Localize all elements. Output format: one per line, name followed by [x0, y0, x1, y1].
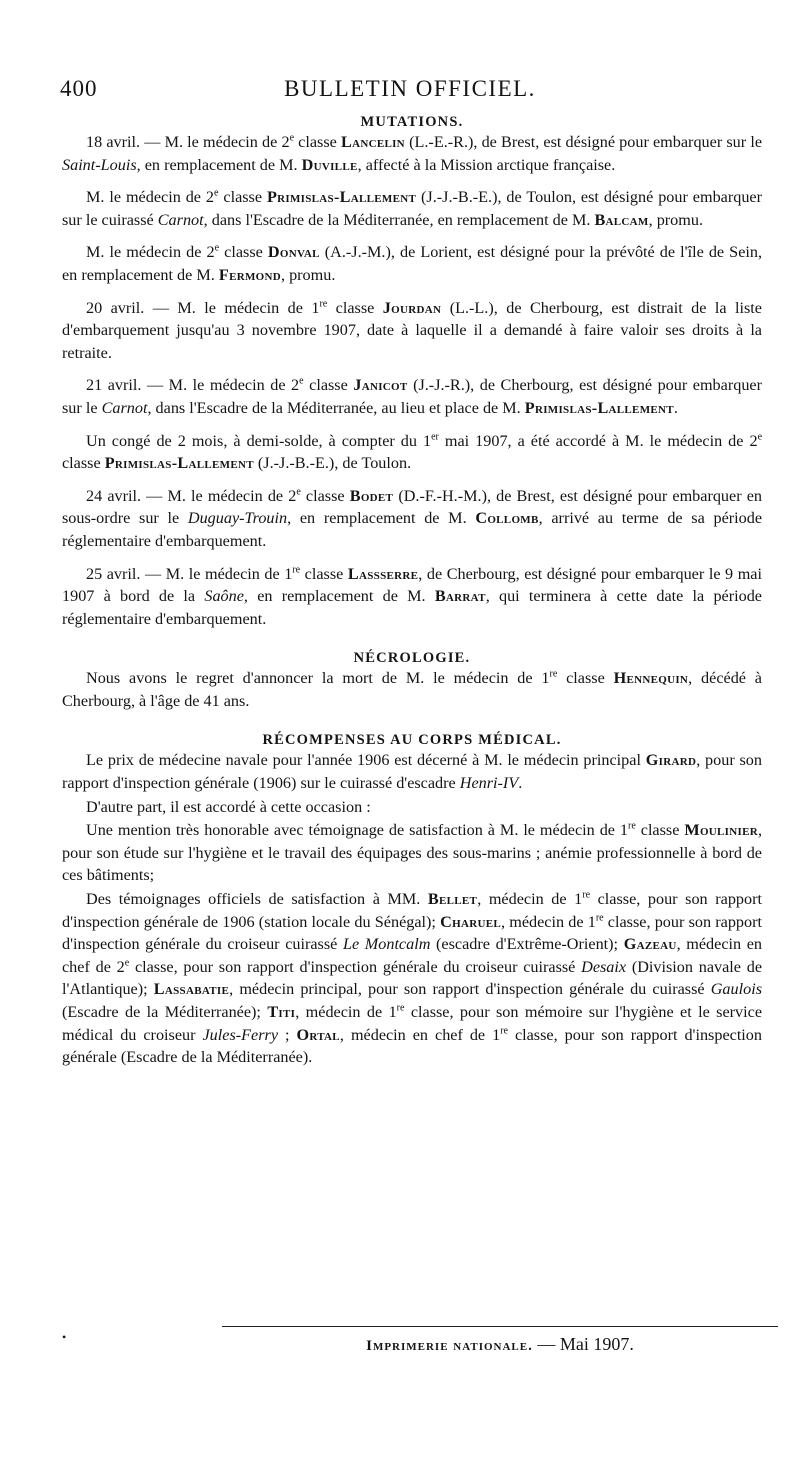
- text-run: , pour son rapport d'inspection générale (1906) sur le cuirassé d'escadre: [62, 751, 762, 793]
- person-name: Gazeau: [623, 935, 677, 954]
- paragraph: [62, 888, 762, 1069]
- printer-name: Imprimerie nationale.: [366, 1338, 533, 1354]
- ship-name: Carnot: [157, 210, 204, 229]
- text-run: classe: [300, 564, 348, 583]
- margin-bullet: •: [62, 1330, 67, 1344]
- text-run: , médecin principal, pour son rapport d'inspection générale du cuirassé: [229, 980, 711, 999]
- text-run: classe, pour son rapport d'inspection générale du croiseur cuirassé: [129, 957, 582, 976]
- paragraph: [62, 796, 762, 819]
- person-name: Girard: [645, 751, 697, 770]
- text-run: .: [518, 774, 523, 793]
- text-run: , médecin en chef de 1: [339, 1025, 501, 1044]
- text-run: , médecin en chef de 2: [62, 935, 763, 976]
- person-name: Ortal: [296, 1025, 340, 1044]
- text-run: 25 avril. — M. le médecin de 1: [86, 564, 293, 583]
- text-run: Une mention très honorable avec témoignage de satisfaction à M. le médecin de 1: [86, 821, 629, 840]
- text-run: ;: [278, 1025, 297, 1044]
- text-run: (L.-E.-R.), de Brest, est désigné pour embarquer sur le: [404, 133, 762, 151]
- person-name: Hennequin: [613, 669, 689, 688]
- ship-name: Saint-Louis: [62, 155, 137, 174]
- text-run: , de Cherbourg, est désigné pour embarquer le 9 mai 1907 à bord de la: [62, 564, 762, 606]
- text-run: 18 avril. — M. le médecin de 2: [86, 133, 290, 151]
- section-mutations: [62, 114, 762, 630]
- text-run: (D.-F.-H.-M.), de Brest, est désigné pour embarquer en sous-ordre sur le: [62, 486, 763, 528]
- text-run: , dans l'Escadre de la Méditerranée, au lieu et place de M.: [147, 398, 525, 417]
- page-number: 400: [60, 76, 98, 101]
- person-name: Primislas-Lallement: [104, 454, 254, 473]
- paragraph: [62, 485, 762, 553]
- section-paragraphs: [62, 749, 762, 1068]
- text-run: classe: [62, 454, 105, 473]
- person-name: Moulinier: [684, 821, 758, 840]
- ordinal-suffix: re: [292, 564, 301, 576]
- text-run: classe: [635, 821, 685, 840]
- section-paragraphs: [62, 667, 762, 712]
- ordinal-suffix: re: [595, 912, 604, 924]
- person-name: Primislas-Lallement: [524, 398, 674, 417]
- paragraph: [62, 430, 762, 475]
- text-run: (L.-L.), de Cherbourg, est distrait de la liste d'embarquement jusqu'au 3 novembre 1907, date à laquelle il a demandé à faire valoir ses droits à la retraite.: [62, 298, 762, 362]
- text-run: Des témoignages officiels de satisfaction à MM.: [86, 890, 428, 909]
- ship-name: Henri-IV: [459, 774, 519, 793]
- text-run: , en remplacement de M.: [136, 155, 302, 174]
- ordinal-suffix: re: [549, 668, 558, 680]
- text-run: classe: [300, 486, 350, 505]
- text-run: (J.-J.-B.-E.), de Toulon, est désigné pour embarquer sur le cuirassé: [62, 188, 762, 229]
- text-run: classe, pour son rapport d'inspection générale de 1906 (station locale du Sénégal);: [62, 890, 762, 931]
- text-run: , promu.: [280, 265, 336, 284]
- text-run: classe: [557, 669, 614, 688]
- person-name: Duville: [301, 155, 358, 174]
- paragraph: [62, 186, 762, 231]
- text-run: D'autre part, il est accordé à cette occasion :: [86, 797, 371, 816]
- person-name: Jourdan: [382, 298, 442, 317]
- paragraph: [62, 667, 762, 712]
- person-name: Charuel: [440, 912, 501, 931]
- person-name: Bellet: [427, 890, 478, 909]
- text-run: classe: [303, 376, 354, 395]
- person-name: Donval: [267, 243, 320, 262]
- text-run: , qui terminera à cette date la période réglementaire d'embarquement.: [62, 587, 762, 628]
- section-necrologie: [62, 650, 762, 712]
- paragraph: [62, 241, 762, 286]
- section-title: RÉCOMPENSES AU CORPS MÉDICAL.: [262, 732, 562, 749]
- ordinal-suffix: re: [582, 889, 591, 901]
- text-run: Le prix de médecine navale pour l'année 1906 est décerné à M. le médecin principal: [86, 751, 646, 770]
- paragraph: [62, 749, 762, 794]
- ordinal-suffix: e: [214, 187, 219, 199]
- text-run: (Escadre de la Méditerranée);: [62, 1003, 268, 1021]
- text-run: classe: [219, 243, 268, 262]
- ordinal-suffix: e: [757, 431, 763, 443]
- ship-name: Carnot: [101, 398, 148, 417]
- ship-name: Jules-Ferry: [202, 1025, 279, 1044]
- section-title: MUTATIONS.: [360, 114, 464, 130]
- text-run: Un congé de 2 mois, à demi-solde, à compter du 1: [86, 431, 432, 450]
- text-run: (J.-J.-R.), de Cherbourg, est désigné pour embarquer sur le: [62, 376, 762, 417]
- page-header: [60, 76, 760, 108]
- paragraph: [62, 297, 762, 365]
- text-run: 21 avril. — M. le médecin de 2: [86, 376, 300, 395]
- text-run: classe, pour son rapport d'inspection générale (Escadre de la Méditerranée).: [62, 1025, 762, 1067]
- text-run: , en remplacement de M.: [287, 509, 476, 528]
- text-run: M. le médecin de 2: [86, 243, 215, 262]
- person-name: Collomb: [475, 509, 539, 528]
- section-title: NÉCROLOGIE.: [353, 650, 471, 667]
- print-date: — Mai 1907.: [532, 1334, 634, 1354]
- text-run: (A.-J.-M.), de Lorient, est désigné pour la prévôté de l'île de Sein, en remplacement de M.: [62, 243, 763, 284]
- text-run: , médecin de 1: [500, 912, 596, 931]
- text-run: , pour son étude sur l'hygiène et le travail des équipages des sous-marins ; anémie professionnelle à bord de ces bâtiments;: [62, 821, 763, 885]
- ordinal-suffix: e: [124, 957, 130, 969]
- text-run: (escadre d'Extrême-Orient);: [430, 935, 624, 954]
- ship-name: Saône: [204, 587, 244, 606]
- text-run: , promu.: [648, 210, 703, 229]
- ordinal-suffix: e: [296, 486, 301, 498]
- person-name: Fermond: [218, 265, 281, 284]
- text-run: , médecin de 1: [477, 890, 583, 909]
- section-recompenses: [62, 732, 762, 1068]
- text-run: mai 1907, a été accordé à M. le médecin de 2: [438, 431, 758, 450]
- ordinal-suffix: e: [289, 132, 295, 144]
- text-run: , affecté à la Mission arctique française.: [357, 155, 616, 174]
- document-body: [62, 114, 762, 1079]
- person-name: Primislas-Lallement: [266, 188, 417, 207]
- person-name: Titi: [267, 1003, 296, 1021]
- text-run: .: [673, 398, 678, 417]
- ordinal-suffix: er: [431, 431, 439, 443]
- ordinal-suffix: e: [299, 375, 304, 387]
- text-run: , médecin de 1: [295, 1003, 397, 1021]
- text-run: , décédé à Cherbourg, à l'âge de 41 ans.: [62, 669, 762, 710]
- footer-rule: [222, 1326, 778, 1327]
- running-title: BULLETIN OFFICIEL.: [284, 76, 536, 101]
- person-name: Janicot: [353, 376, 408, 395]
- ship-name: Desaix: [581, 957, 627, 976]
- text-run: (Division navale de l'Atlantique);: [62, 957, 763, 999]
- text-run: 24 avril. — M. le médecin de 2: [86, 486, 297, 505]
- text-run: 20 avril. — M. le médecin de 1: [86, 298, 320, 317]
- text-run: classe: [327, 298, 383, 317]
- text-run: classe: [294, 133, 341, 151]
- text-run: , arrivé au terme de sa période réglementaire d'embarquement.: [62, 509, 763, 550]
- person-name: Bodet: [349, 486, 394, 505]
- person-name: Lassabatie: [153, 980, 230, 999]
- text-run: classe, pour son mémoire sur l'hygiène et le service médical du croiseur: [62, 1003, 763, 1044]
- ship-name: Duguay-Trouin: [187, 509, 288, 528]
- paragraph: [62, 819, 762, 887]
- paragraph: [62, 374, 762, 419]
- ordinal-suffix: re: [396, 1002, 405, 1014]
- person-name: Lancelin: [341, 133, 405, 151]
- person-name: Balcam: [594, 210, 649, 229]
- printer-footer: [222, 1334, 778, 1355]
- ordinal-suffix: e: [214, 242, 220, 254]
- section-paragraphs: [62, 131, 762, 630]
- ordinal-suffix: re: [500, 1025, 508, 1037]
- text-run: , en remplacement de M.: [243, 587, 435, 606]
- person-name: Barrat: [434, 587, 486, 606]
- person-name: Lassserre: [347, 564, 419, 583]
- ship-name: Gaulois: [710, 980, 763, 999]
- paragraph: [62, 131, 762, 176]
- text-run: classe, pour son rapport d'inspection générale du croiseur cuirassé: [62, 912, 763, 954]
- text-run: (J.-J.-B.-E.), de Toulon.: [253, 454, 412, 473]
- text-run: M. le médecin de 2: [86, 188, 215, 207]
- text-run: , dans l'Escadre de la Méditerranée, en remplacement de M.: [203, 210, 595, 229]
- ordinal-suffix: re: [319, 298, 328, 310]
- paragraph: [62, 563, 762, 631]
- ship-name: Le Montcalm: [342, 935, 431, 954]
- ordinal-suffix: re: [628, 820, 636, 832]
- text-run: Nous avons le regret d'annoncer la mort de M. le médecin de 1: [86, 669, 550, 688]
- text-run: classe: [218, 188, 267, 207]
